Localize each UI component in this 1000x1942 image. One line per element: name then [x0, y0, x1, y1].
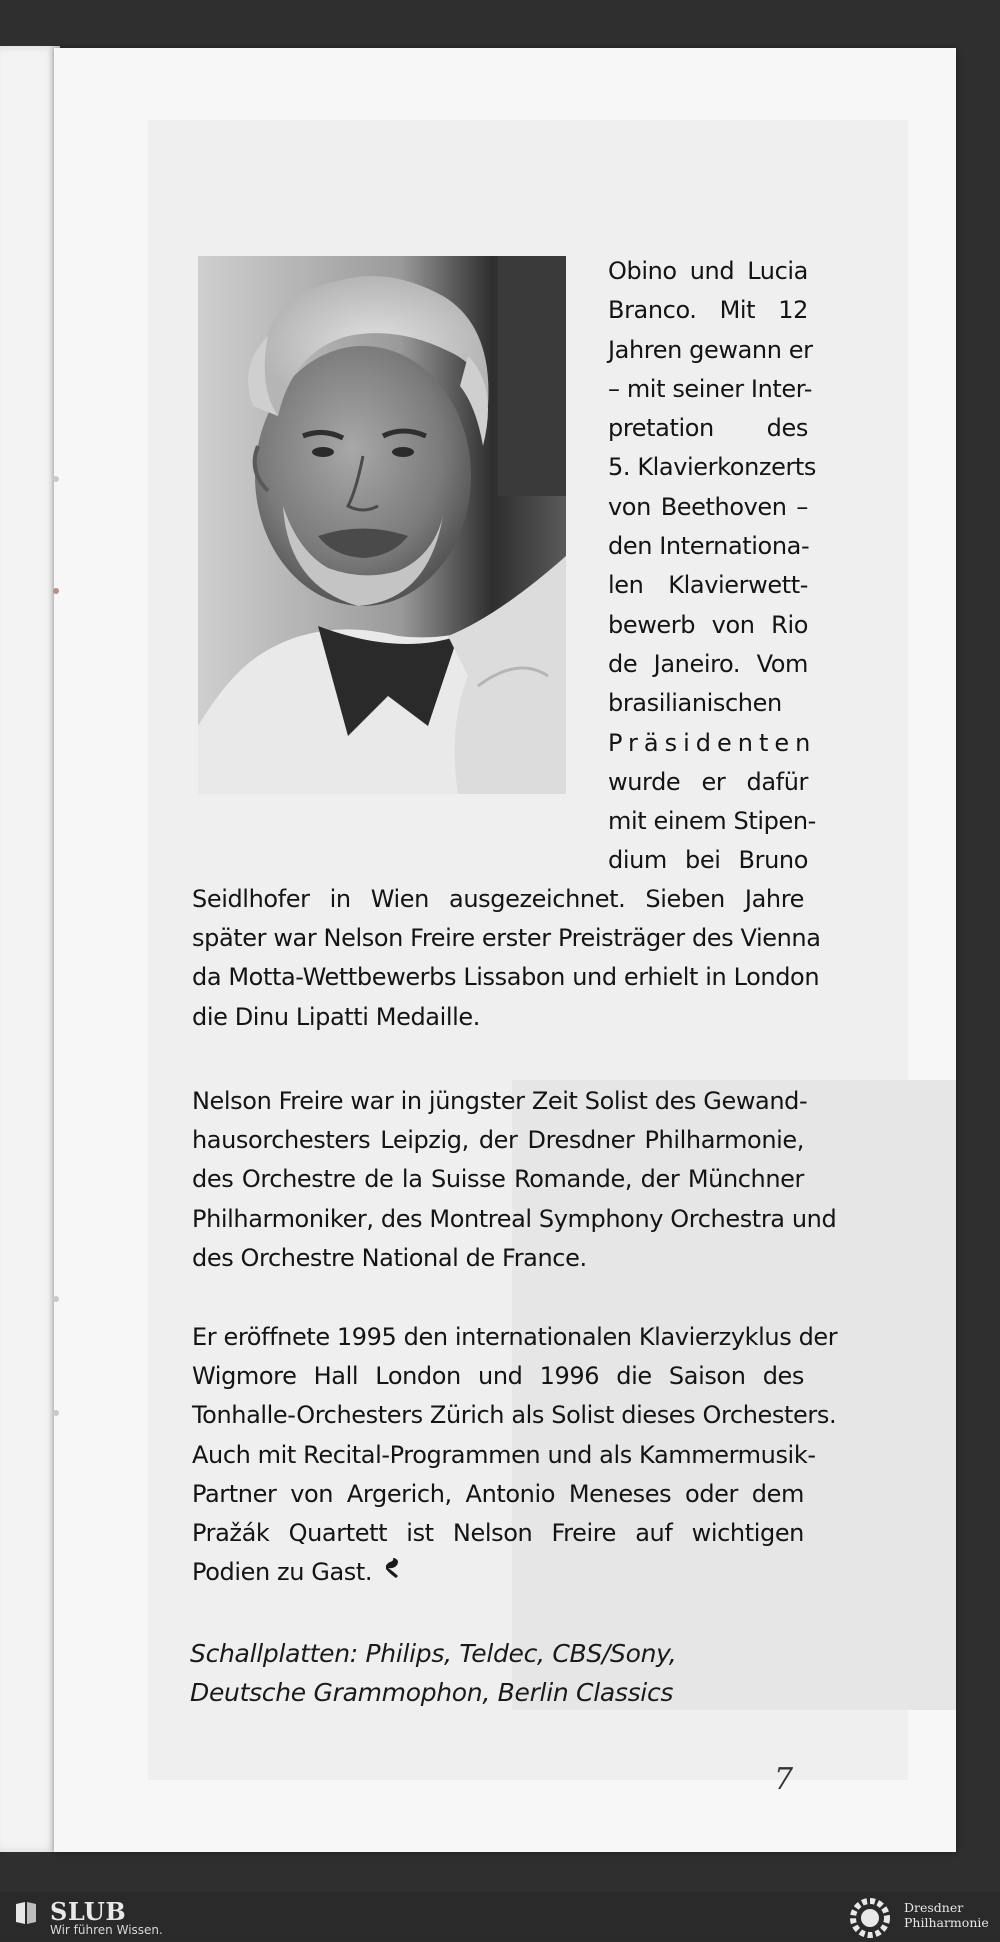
text-line: später war Nelson Freire erster Preisträger des Vienna — [192, 924, 821, 953]
viewer-footer — [0, 1892, 1000, 1941]
text-line: brasilianischen — [608, 689, 782, 718]
portrait-photo — [198, 256, 566, 794]
paragraph-award — [192, 880, 821, 1037]
text-line: Partner von Argerich, Antonio Meneses oder dem — [192, 1479, 804, 1508]
text-line — [192, 1553, 804, 1592]
text-line: von Beethoven – — [608, 492, 808, 521]
slub-tagline: Wir führen Wissen. — [50, 1923, 163, 1937]
previous-page-edge — [0, 46, 60, 1852]
text-line: pretation des — [608, 414, 808, 443]
text-line: dium bei Bruno — [608, 846, 808, 875]
text-line: hausorchesters Leipzig, der Dresdner Philharmonie, — [192, 1126, 804, 1155]
partner-name — [904, 1900, 989, 1930]
partner-name-line: Dresdner — [904, 1900, 964, 1915]
philharmonie-logo-icon — [844, 1898, 896, 1938]
discography-line: Schallplatten: Philips, Teldec, CBS/Sony, — [190, 1639, 677, 1668]
slub-title: SLUB — [50, 1897, 127, 1926]
discography — [190, 1634, 790, 1712]
text-line: de Janeiro. Vom — [608, 649, 808, 678]
wrapped-text-column — [608, 252, 817, 881]
text-line: 5. Klavierkonzerts — [608, 453, 817, 482]
binding-stitch — [53, 588, 59, 594]
binding-stitch — [53, 1410, 59, 1416]
text-line: des Orchestre National de France. — [192, 1243, 587, 1272]
text-line: Philharmoniker, des Montreal Symphony Orchestra und — [192, 1204, 837, 1233]
text-line: Wigmore Hall London und 1996 die Saison des — [192, 1362, 804, 1391]
text-line: die Dinu Lipatti Medaille. — [192, 1002, 481, 1031]
text-line: – mit seiner Inter- — [608, 374, 812, 403]
text-line: des Orchestre de la Suisse Romande, der Münchner — [192, 1165, 804, 1194]
paragraph-orchestras — [192, 1082, 837, 1278]
partner-name-line: Philharmonie — [904, 1915, 989, 1930]
paragraph-recitals — [192, 1318, 838, 1592]
text-line: Pražák Quartett ist Nelson Freire auf wichtigen — [192, 1518, 804, 1547]
binding-stitch — [53, 1296, 59, 1302]
text-line: len Klavierwett- — [608, 571, 808, 600]
text-line: Präsidenten — [608, 728, 817, 757]
binding-stitch — [53, 476, 59, 482]
text-line: bewerb von Rio — [608, 610, 808, 639]
text-line: mit einem Stipen- — [608, 807, 816, 836]
text-line: Nelson Freire war in jüngster Zeit Solist des Gewand- — [192, 1087, 808, 1115]
text-line: Obino und Lucia — [608, 257, 808, 285]
text-line: Auch mit Recital-Programmen und als Kammermusik- — [192, 1440, 816, 1469]
text-line: den Internationa- — [608, 532, 810, 561]
text-line: Jahren gewann er — [608, 335, 813, 364]
discography-line: Deutsche Grammophon, Berlin Classics — [190, 1678, 674, 1707]
page-number: 7 — [774, 1762, 794, 1797]
text-line: Seidlhofer in Wien ausgezeichnet. Sieben Jahre — [192, 885, 804, 913]
text-line: Tonhalle-Orchesters Zürich als Solist dieses Orchesters. — [192, 1401, 837, 1430]
text-line: Er eröffnete 1995 den internationalen Klavierzyklus der — [192, 1323, 838, 1351]
text-line: da Motta-Wettbewerbs Lissabon und erhielt in London — [192, 963, 820, 992]
text-line: Branco. Mit 12 — [608, 296, 808, 325]
text-line: wurde er dafür — [608, 767, 808, 796]
text-line-content: Podien zu Gast. — [192, 1558, 373, 1587]
slub-book-icon — [14, 1900, 38, 1926]
end-mark-icon — [382, 1553, 404, 1592]
